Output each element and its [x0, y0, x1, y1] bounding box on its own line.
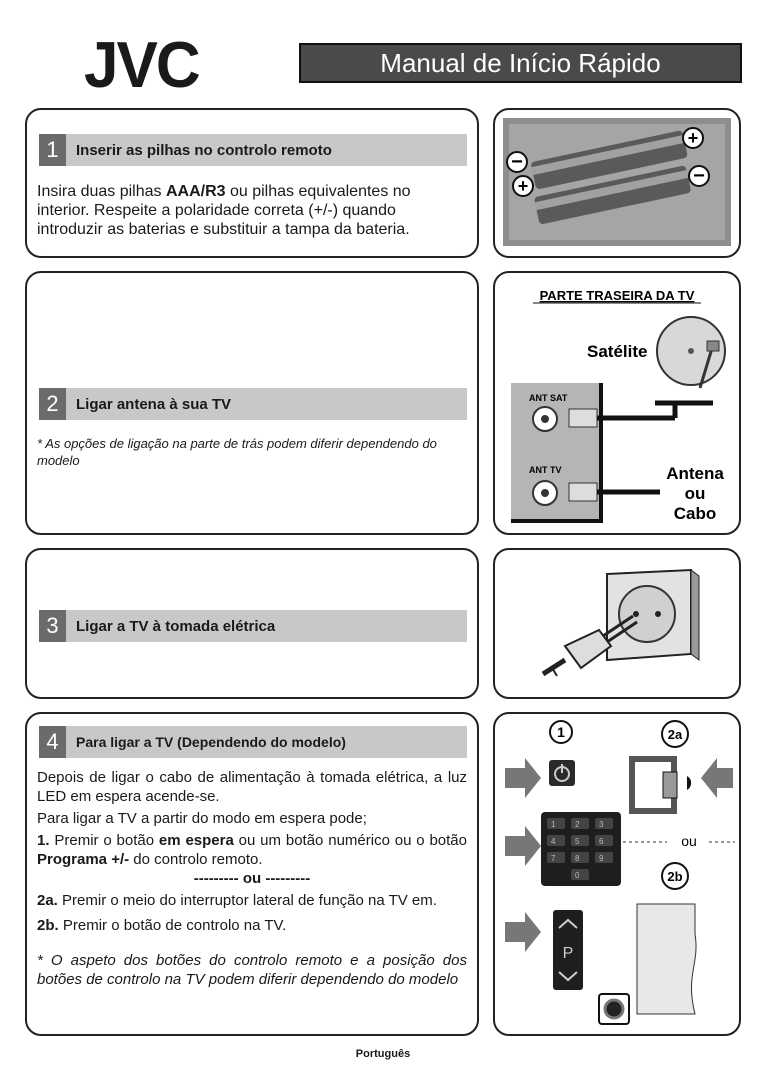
svg-text:1: 1	[557, 724, 565, 740]
svg-text:8: 8	[575, 854, 580, 863]
tv-back-heading: PARTE TRASEIRA DA TV	[539, 288, 695, 303]
step2-note: * As opções de ligação na parte de trás podem diferir dependendo do modelo	[37, 436, 437, 468]
step3-title: Ligar a TV à tomada elétrica	[76, 617, 276, 635]
svg-text:2b: 2b	[667, 869, 683, 884]
svg-text:0: 0	[575, 871, 580, 880]
step2-image-box	[493, 271, 741, 535]
step3-number: 3	[39, 610, 66, 642]
step1-text-c: ou pilhas equivalentes no interior. Respeite a polaridade correta (+/-) quando introduzir as baterias e substituir a tampa da bateria.	[37, 183, 411, 238]
socket-icon	[619, 586, 675, 642]
step4-para-4: 2a. Premir o meio do interruptor lateral de função na TV em.	[37, 892, 437, 909]
satellite-label: Satélite	[587, 342, 648, 361]
step4-or-line: --------- ou ---------	[193, 870, 311, 887]
jvc-logo: JVC	[84, 29, 199, 102]
svg-text:4: 4	[551, 837, 556, 846]
svg-text:2a: 2a	[667, 727, 683, 742]
svg-text:5: 5	[575, 837, 580, 846]
antenna-label-2: ou	[684, 484, 706, 503]
arrow-left-icon	[701, 758, 733, 798]
step4-text	[37, 768, 467, 989]
antenna-label-1: Antena	[666, 464, 724, 483]
step3-image-box	[493, 548, 741, 699]
arrow-right-icon	[505, 912, 541, 952]
tv-back-connection-illustration	[495, 273, 739, 533]
step4-box	[25, 712, 479, 1036]
step3-header	[39, 610, 467, 642]
function-switch-icon	[687, 776, 691, 790]
antenna-label-3: Cabo	[673, 504, 717, 523]
step1-number: 1	[39, 134, 66, 166]
svg-text:+: +	[687, 128, 699, 148]
svg-text:−: −	[693, 165, 705, 187]
power-plug-illustration	[495, 550, 739, 697]
step4-para-1: Depois de ligar o cabo de alimentação à tomada elétrica, a luz LED em espera acende-se.	[37, 769, 467, 805]
ant-sat-label: ANT SAT	[529, 393, 568, 403]
step4-header	[39, 726, 467, 758]
arrow-right-icon	[505, 758, 541, 798]
batteries-illustration	[495, 110, 739, 256]
step1-box	[25, 108, 479, 258]
tv-control-button-icon	[605, 1000, 623, 1018]
step4-para-5: 2b. Premir o botão de controlo na TV.	[37, 917, 287, 934]
svg-text:P: P	[562, 945, 574, 962]
svg-text:6: 6	[599, 837, 604, 846]
power-on-illustration	[495, 714, 739, 1034]
arrow-right-icon	[505, 826, 541, 866]
svg-text:9: 9	[599, 854, 604, 863]
or-label: ou	[681, 833, 697, 849]
step2-box	[25, 271, 479, 535]
step1-title: Inserir as pilhas no controlo remoto	[76, 141, 332, 159]
step4-title: Para ligar a TV (Dependendo do modelo)	[76, 734, 346, 750]
svg-text:2: 2	[575, 820, 580, 829]
svg-text:7: 7	[551, 854, 556, 863]
step4-note: * O aspeto dos botões do controlo remoto e a posição dos botões de controlo na TV podem diferir dependendo do modelo	[37, 952, 467, 988]
step1-header	[39, 134, 467, 166]
step1-image-box	[493, 108, 741, 258]
svg-text:+: +	[517, 176, 529, 196]
page-title: Manual de Início Rápido	[299, 43, 742, 83]
svg-text:1: 1	[551, 820, 556, 829]
svg-text:3: 3	[599, 820, 604, 829]
step1-text-a: Insira duas pilhas	[37, 183, 166, 200]
step1-text	[37, 182, 447, 239]
step3-box	[25, 548, 479, 699]
svg-text:−: −	[511, 151, 523, 173]
step2-title: Ligar antena à sua TV	[76, 395, 232, 413]
step2-number: 2	[39, 388, 66, 420]
step2-header	[39, 388, 467, 420]
footer-language: Português	[355, 1048, 411, 1060]
step4-number: 4	[39, 726, 66, 758]
step4-para-3: 1. Premir o botão em espera ou um botão numérico ou o botão Programa +/- do controlo remoto.	[37, 832, 467, 868]
step4-para-2: Para ligar a TV a partir do modo em espera pode;	[37, 810, 367, 827]
ant-tv-label: ANT TV	[529, 465, 562, 475]
step4-image-box	[493, 712, 741, 1036]
step1-text-battery-type: AAA/R3	[165, 183, 226, 200]
